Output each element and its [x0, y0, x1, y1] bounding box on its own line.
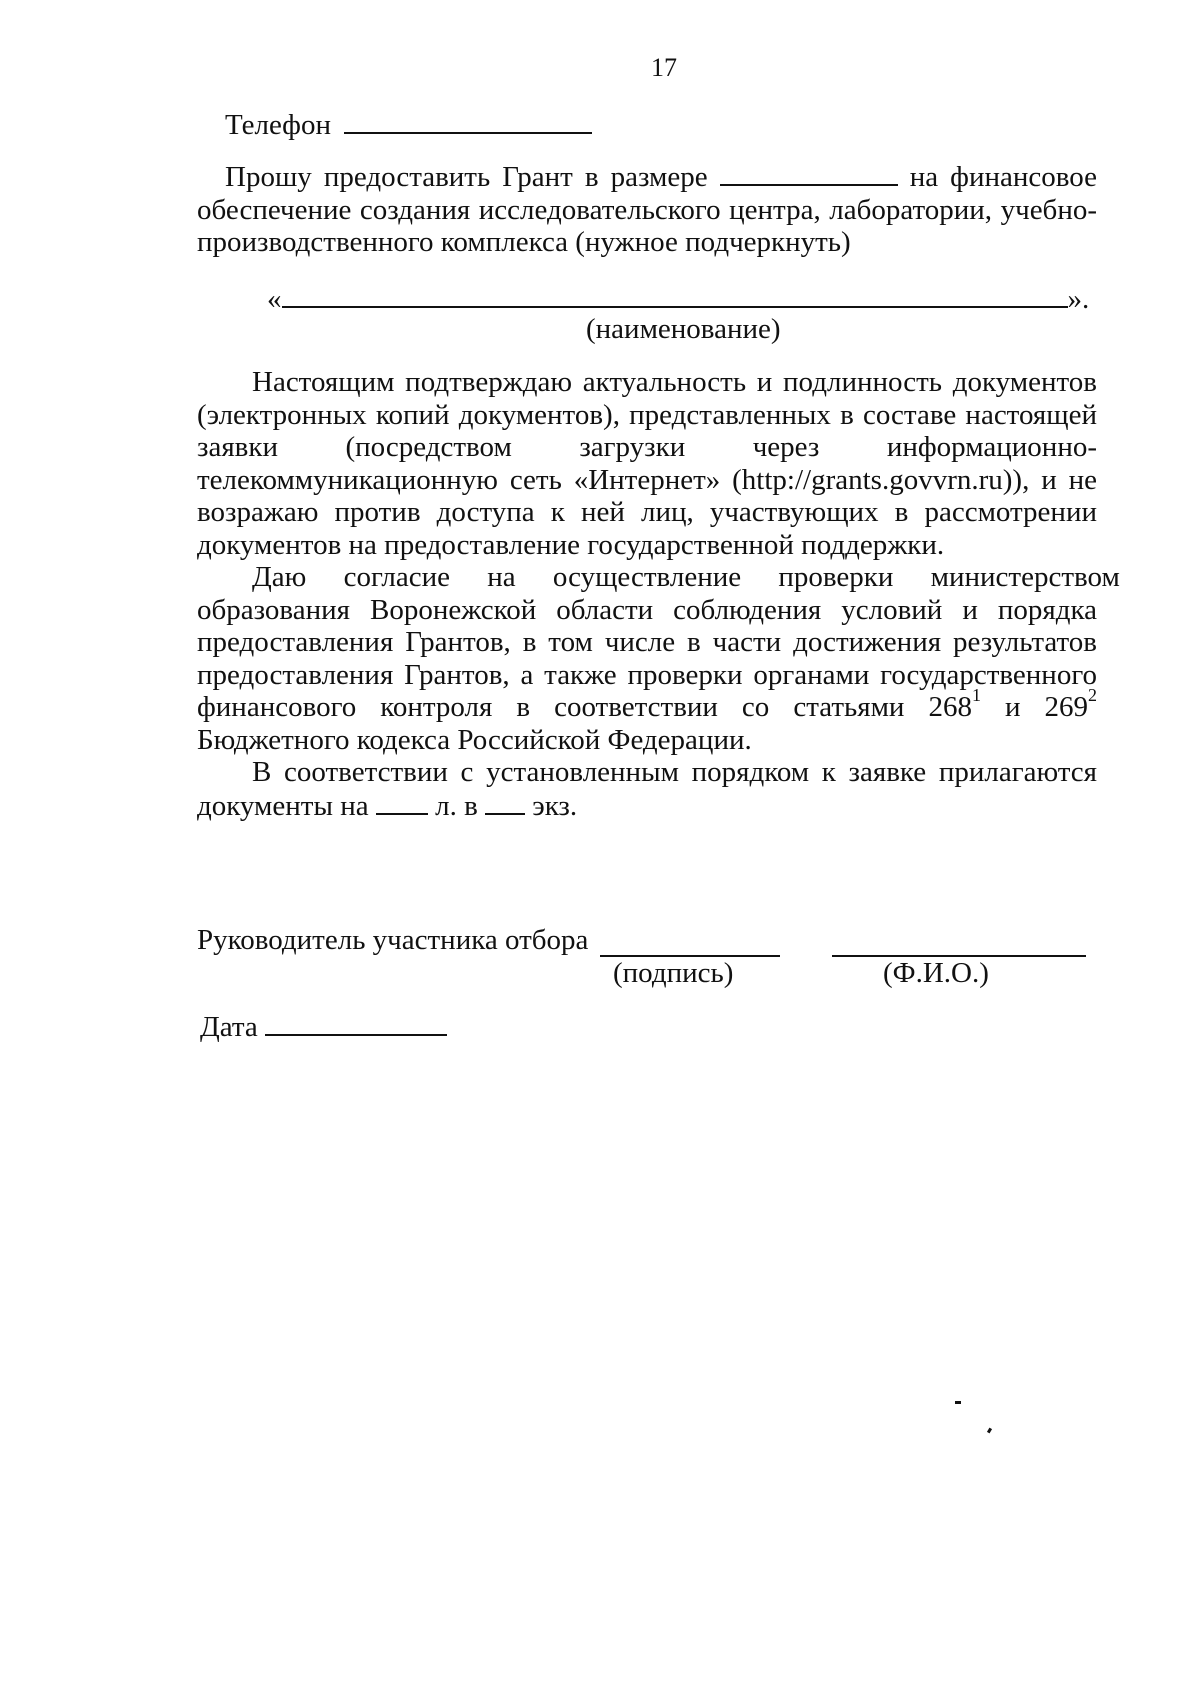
- sheets-count-blank[interactable]: [376, 789, 428, 815]
- full-name-caption: (Ф.И.О.): [883, 957, 989, 989]
- grant-request-line-3: производственного комплекса (нужное подчеркнуть): [197, 226, 851, 258]
- consent-line-4: предоставления Грантов, а также проверки органами государственного: [197, 658, 1097, 691]
- page-number: 17: [651, 53, 677, 82]
- attachments-paragraph: [197, 756, 1097, 822]
- consent-line-3: предоставления Грантов, в том числе в части достижения результатов: [197, 626, 1097, 658]
- attachments-text-1: документы на: [197, 789, 369, 822]
- grant-request-line-1: [197, 160, 1097, 194]
- grant-request-paragraph: [197, 160, 1097, 259]
- consent-line-1: Даю согласие на осуществление проверки министерством: [252, 561, 1120, 593]
- open-quote: «: [267, 283, 282, 315]
- full-name-blank[interactable]: [832, 931, 1086, 957]
- phone-label: Телефон: [225, 109, 331, 141]
- attachments-line-2: [197, 789, 1097, 823]
- article-269-superscript: 2: [1088, 685, 1097, 706]
- signature-label: Руководитель участника отбора: [197, 924, 589, 956]
- confirmation-line-6: документов на предоставление государственной поддержки.: [197, 528, 945, 561]
- consent-line-2: образования Воронежской области соблюдения условий и порядка: [197, 593, 1097, 626]
- confirmation-line-3: заявки (посредством загрузки через информационно-: [197, 431, 1097, 463]
- signature-blank[interactable]: [600, 931, 780, 957]
- confirmation-line-1: Настоящим подтверждаю актуальность и подлинность документов: [252, 366, 1097, 398]
- consent-line-5-text-2: и 269: [1004, 691, 1088, 723]
- confirmation-paragraph: [197, 366, 1097, 561]
- date-blank[interactable]: [265, 1010, 447, 1036]
- consent-line-5: [197, 685, 1097, 724]
- consent-line-5-text: финансового контроля в соответствии со статьями 268: [197, 691, 972, 723]
- date-label: Дата: [200, 1011, 258, 1043]
- phone-line: [225, 108, 592, 141]
- grant-amount-blank[interactable]: [720, 160, 898, 186]
- confirmation-line-2: (электронных копий документов), представленных в составе настоящей: [197, 398, 1097, 431]
- article-268-superscript: 1: [971, 685, 981, 706]
- scan-mark: [955, 1401, 961, 1404]
- signature-line: [197, 924, 588, 956]
- confirmation-line-5: возражаю против доступа к ней лиц, участвующих в рассмотрении: [197, 496, 1097, 528]
- close-quote: ».: [1067, 283, 1090, 315]
- signature-caption: (подпись): [613, 957, 734, 989]
- name-caption: (наименование): [586, 313, 781, 345]
- scan-mark: [987, 1428, 992, 1434]
- grant-request-line-2: обеспечение создания исследовательского центра, лаборатории, учебно-: [197, 193, 1097, 226]
- consent-line-6: Бюджетного кодекса Российской Федерации.: [197, 723, 752, 756]
- consent-paragraph: [197, 561, 1120, 756]
- name-field-blank[interactable]: [282, 282, 1068, 308]
- attachments-text-2: л. в: [435, 789, 478, 822]
- attachments-text-3: экз.: [532, 789, 578, 822]
- name-field-line: [267, 282, 1089, 315]
- attachments-line-1: В соответствии с установленным порядком к заявке прилагаются: [252, 756, 1097, 788]
- confirmation-line-4: телекоммуникационную сеть «Интернет» (http://grants.govvrn.ru)), и не: [197, 463, 1097, 496]
- copies-count-blank[interactable]: [485, 789, 525, 815]
- phone-field-blank[interactable]: [344, 108, 592, 134]
- date-line: [200, 1010, 447, 1043]
- grant-request-text-2: на финансовое: [909, 161, 1097, 193]
- grant-request-text-1: Прошу предоставить Грант в размере: [225, 161, 708, 193]
